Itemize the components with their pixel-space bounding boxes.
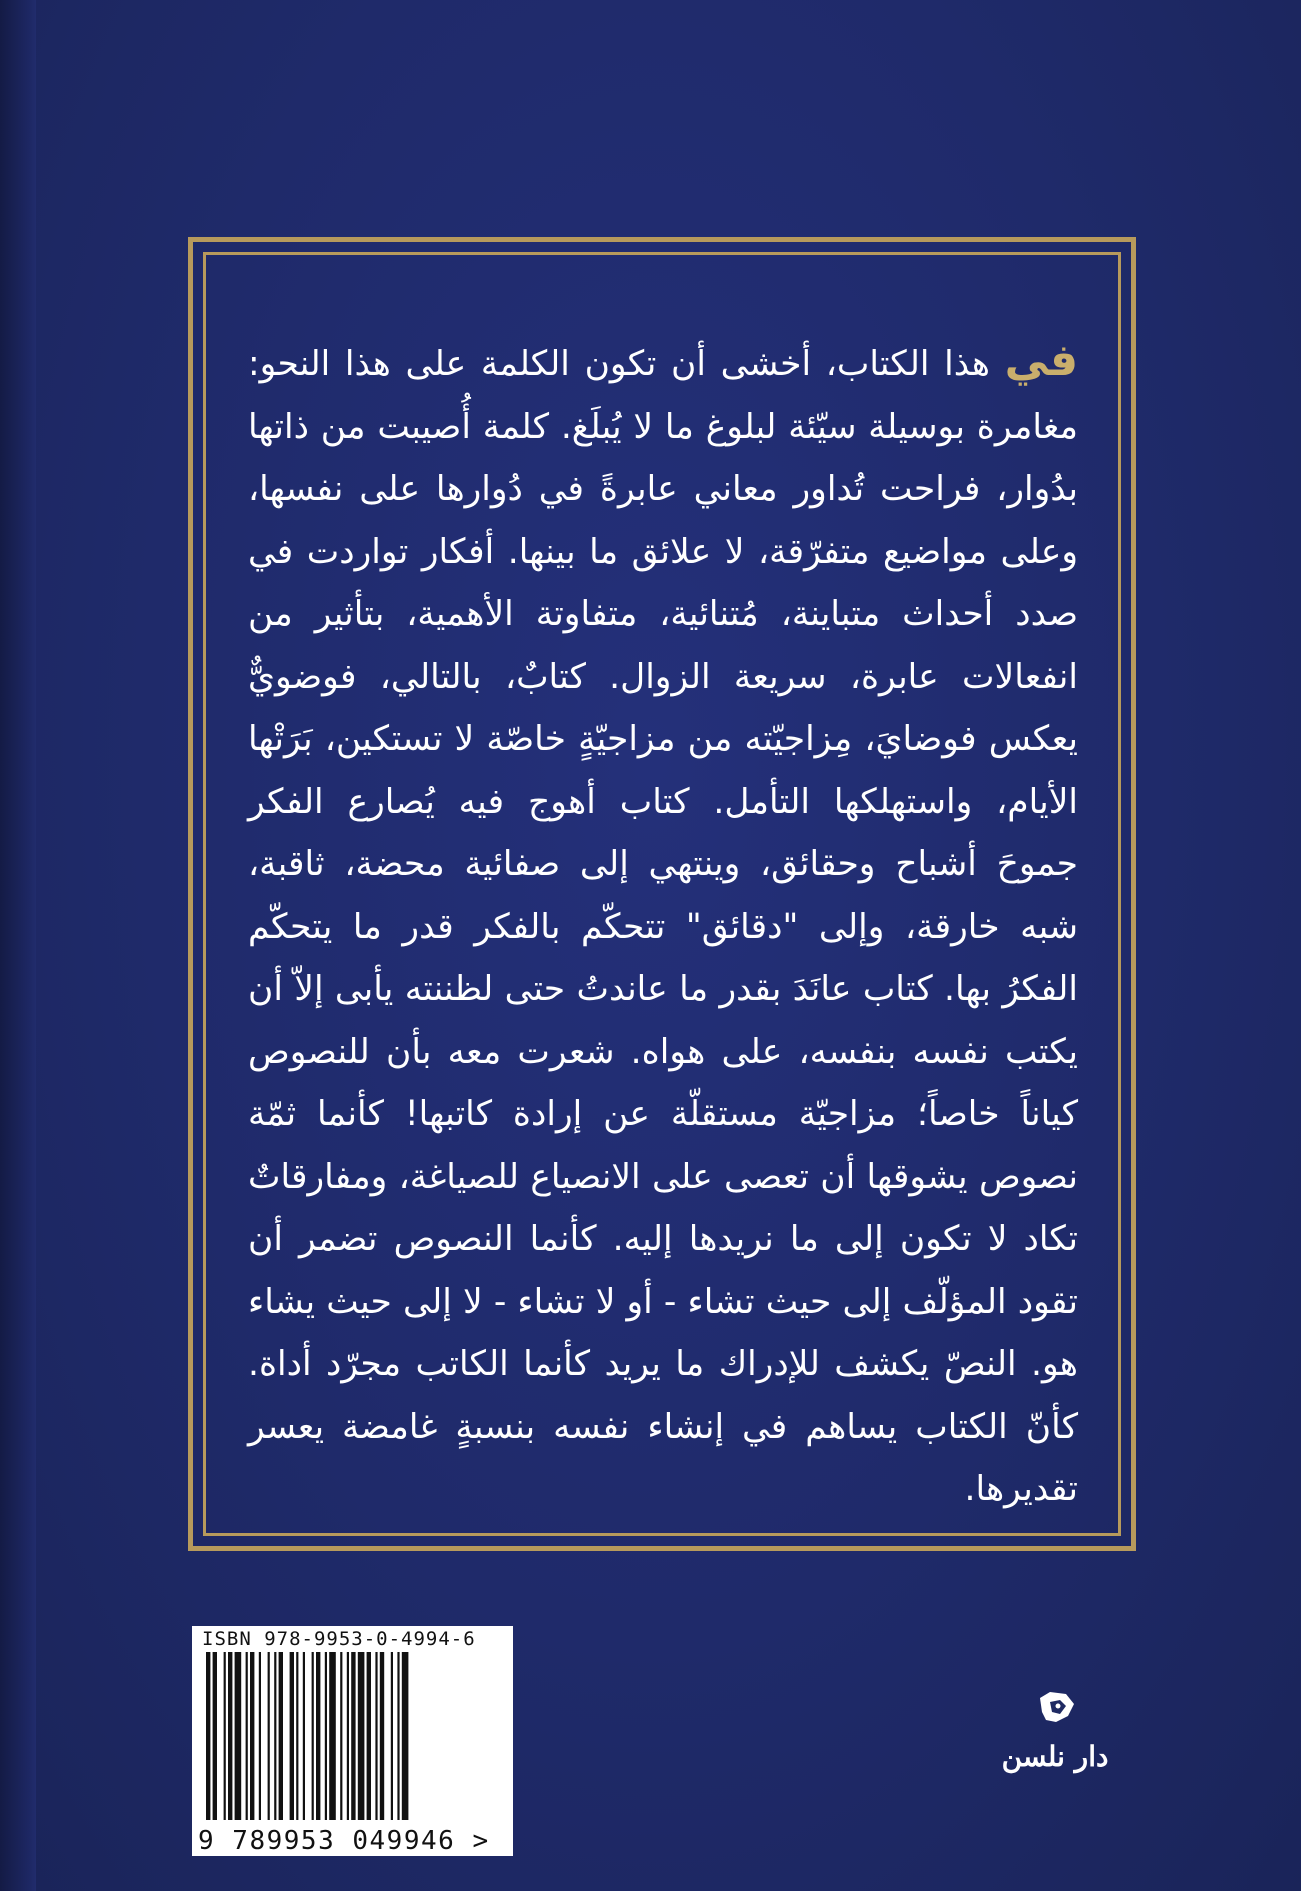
barcode-bar xyxy=(375,1652,377,1820)
barcode-bar xyxy=(303,1652,305,1820)
barcode-bar xyxy=(213,1652,217,1820)
barcode-bar xyxy=(391,1652,393,1820)
barcode-bar xyxy=(397,1652,399,1820)
barcode-bar xyxy=(351,1652,355,1820)
barcode-bar xyxy=(235,1652,242,1820)
blurb-body: هذا الكتاب، أخشى أن تكون الكلمة على هذا النحو: مغامرة بوسيلة سيّئة لبلوغ ما لا يُبلَغ. كلمة أُصيبت من ذاتها بدُوار، فراحت تُداور معاني عابرةً في دُوارها على نفسها، وعلى مواضيع متفرّقة، لا علائق ما بينها. أفكار تواردت في صدد أحداث متباينة، مُتنائية، متفاوتة الأهمية، بتأثير من انفعالات عابرة، سريعة الزوال. كتابٌ، بالتالي، فوضويٌّ يعكس فوضايَ، مِزاجيّته من مزاجيّةٍ خاصّة لا تستكين، بَرَتْها الأيام، واستهلكها التأمل. كتاب أهوج فيه يُصارع الفكر جموحَ أشباح وحقائق، وينتهي إلى صفائية محضة، ثاقبة، شبه خارقة، وإلى "دقائق" تتحكّم بالفكر قدر ما يتحكّم الفكرُ بها. كتاب عانَدَ بقدر ما عاندتُ حتى لظننته يأبى إلاّ أن يكتب نفسه بنفسه، على هواه. شعرت معه بأن للنصوص كياناً خاصاً؛ مزاجيّة مستقلّة عن إرادة كاتبها! كأنما ثمّة نصوص يشوقها أن تعصى على الانصياع للصياغة، ومفارقاتٌ تكاد لا تكون إلى ما نريدها إليه. كأنما النصوص تضمر أن تقود المؤلّف إلى حيث تشاء - أو لا تشاء - لا إلى حيث يشاء هو. النصّ يكشف للإدراك ما يريد كأنما الكاتب مجرّد أداة. كأنّ الكتاب يساهم في إنشاء نفسه بنسبةٍ غامضة يعسر تقديرها. xyxy=(248,344,1078,1509)
barcode-bar xyxy=(380,1652,384,1820)
barcode-bar xyxy=(279,1652,283,1820)
barcode-bar xyxy=(250,1652,254,1820)
barcode-bar xyxy=(340,1652,342,1820)
barcode-bar xyxy=(268,1652,270,1820)
blurb-lead-word: في xyxy=(1004,335,1078,386)
barcode-bar xyxy=(259,1652,261,1820)
fox-head-logo-icon xyxy=(1036,1690,1076,1726)
barcode-bar xyxy=(296,1652,298,1820)
barcode-bar xyxy=(316,1652,320,1820)
blurb-text xyxy=(248,330,1078,1521)
publisher-name: دار نلسن xyxy=(1001,1740,1109,1773)
barcode-bar xyxy=(402,1652,409,1820)
barcode-bar xyxy=(325,1652,327,1820)
barcode-bar xyxy=(224,1652,226,1820)
barcode-bar xyxy=(274,1652,276,1820)
barcode-label xyxy=(192,1626,513,1856)
isbn-text: ISBN 978-9953-0-4994-6 xyxy=(202,1628,476,1650)
spine-edge xyxy=(0,0,36,1891)
barcode-bar xyxy=(367,1652,371,1820)
barcode-bars xyxy=(202,1652,502,1822)
barcode-bar xyxy=(347,1652,349,1820)
barcode-number: 9 789953 049946 > xyxy=(198,1826,490,1856)
barcode-bar xyxy=(358,1652,365,1820)
barcode-bar xyxy=(206,1652,210,1820)
barcode-bar xyxy=(329,1652,336,1820)
barcode-bar xyxy=(228,1652,232,1820)
barcode-bar xyxy=(290,1652,294,1820)
barcode-bar xyxy=(312,1652,314,1820)
publisher-logo xyxy=(990,1690,1120,1800)
barcode-bar xyxy=(246,1652,248,1820)
